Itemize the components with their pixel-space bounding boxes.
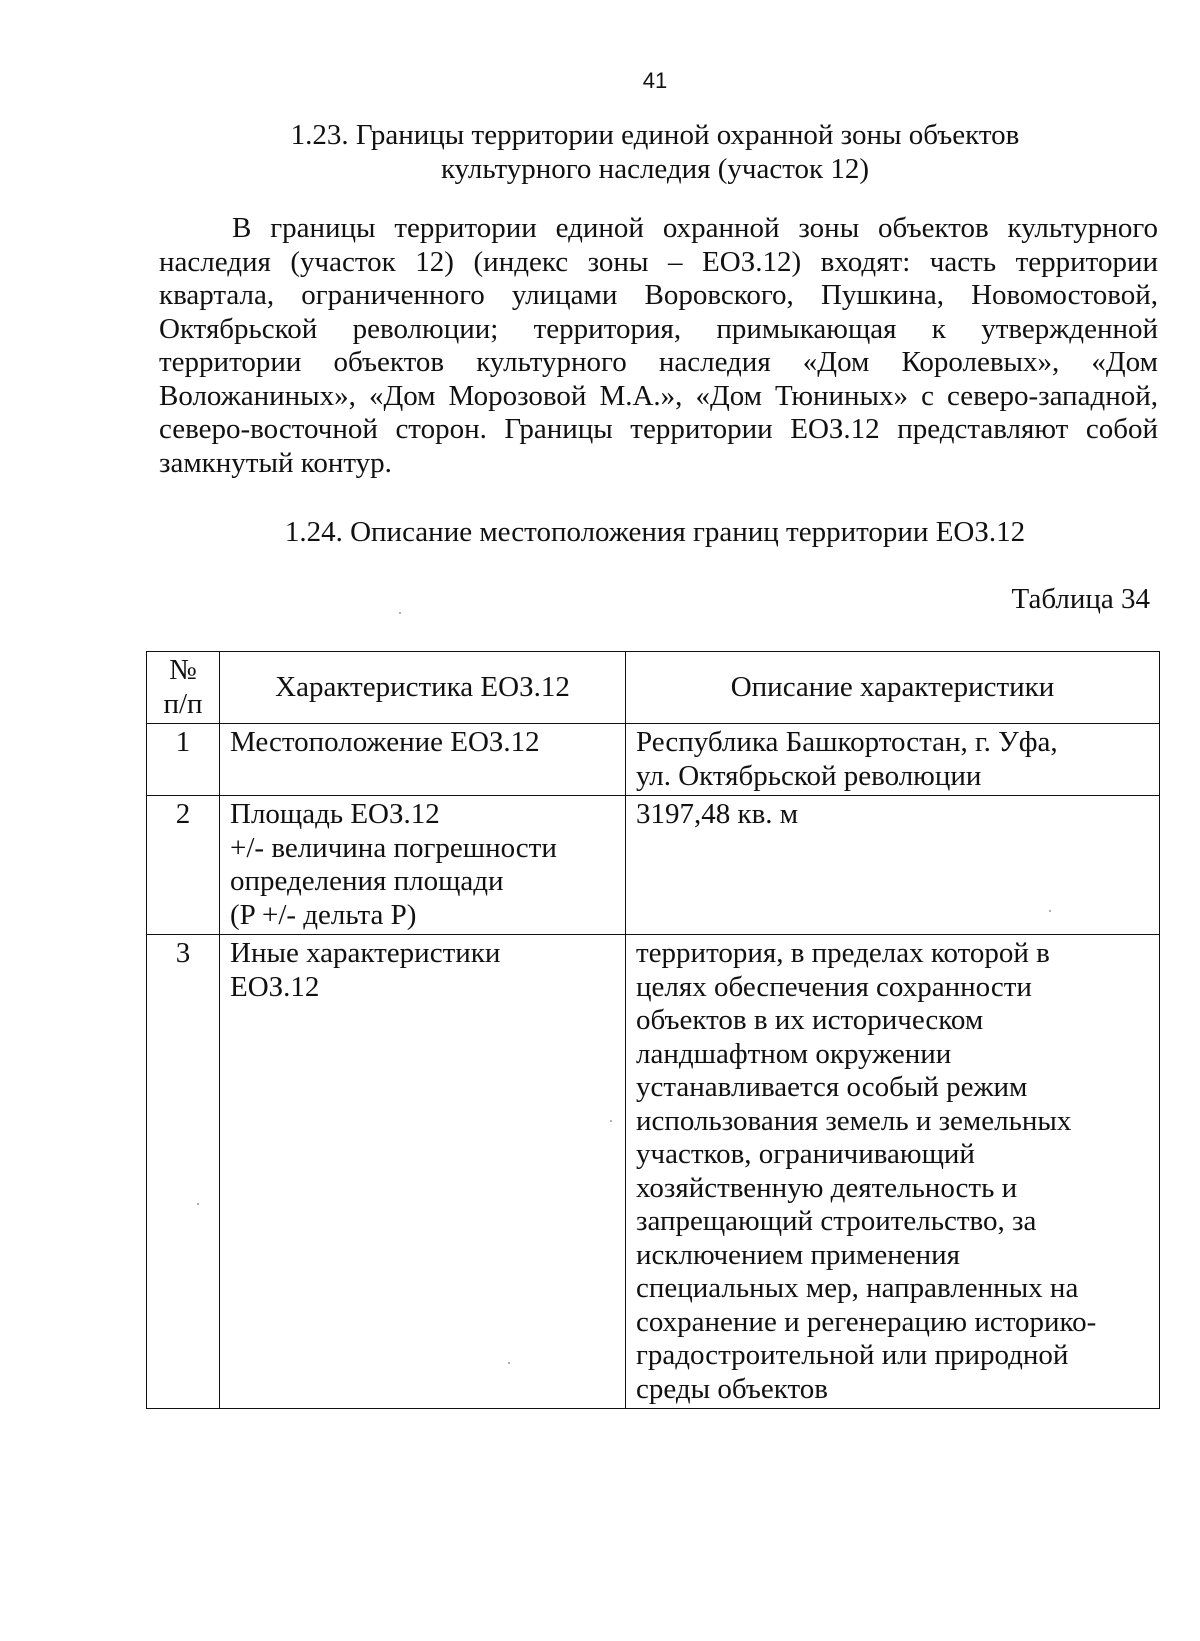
header-number	[147, 652, 220, 724]
page-number: 41	[642, 68, 668, 93]
table-body	[147, 724, 1160, 1409]
characteristic-cell	[220, 724, 626, 796]
row-number-cell: 3	[147, 935, 220, 1409]
characteristic-line: определения площади	[230, 865, 504, 897]
description-line: сохранение и регенерацию историко-	[636, 1305, 1097, 1338]
description-line: Республика Башкортостан, г. Уфа,	[636, 726, 1058, 758]
table-caption: Таблица 34	[1011, 583, 1150, 615]
characteristic-line: Иные характеристики	[230, 937, 501, 969]
characteristic-line: ЕОЗ.12	[230, 970, 320, 1003]
description-line: хозяйственную деятельность и	[636, 1171, 1018, 1204]
description-line: объектов в их историческом	[636, 1004, 984, 1036]
characteristics-table	[146, 651, 1160, 1409]
scan-speck	[399, 612, 401, 614]
characteristic-line: Местоположение ЕОЗ.12	[230, 726, 540, 758]
scan-speck	[508, 1362, 510, 1364]
description-line: запрещающий строительство, за	[636, 1205, 1037, 1237]
description-line: целях обеспечения сохранности	[636, 970, 1032, 1003]
header-description: Описание характеристики	[626, 652, 1160, 724]
description-cell	[626, 724, 1160, 796]
characteristic-cell	[220, 796, 626, 935]
description-cell	[626, 935, 1160, 1409]
table-section-title: 1.24. Описание местоположения границ территории ЕОЗ.12	[284, 516, 1026, 548]
row-number-cell: 2	[147, 796, 220, 935]
description-line: использования земель и земельных	[636, 1104, 1072, 1137]
characteristic-line: +/- величина погрешности	[230, 831, 557, 864]
section-title	[150, 118, 1160, 186]
description-line: градостроительной или природной	[636, 1339, 1069, 1371]
characteristic-cell	[220, 935, 626, 1409]
description-line: ландшафтном окружении	[636, 1037, 952, 1070]
header-number-line-1: №	[169, 654, 197, 686]
table-row	[147, 796, 1160, 935]
description-line: среды объектов	[636, 1372, 828, 1405]
description-line: 3197,48 кв. м	[636, 798, 799, 830]
table-row	[147, 935, 1160, 1409]
description-line: устанавливается особый режим	[636, 1071, 1028, 1103]
characteristic-line: Площадь ЕОЗ.12	[230, 798, 440, 830]
description-line: специальных мер, направленных на	[636, 1272, 1079, 1304]
scan-speck	[197, 1203, 199, 1205]
description-line: участков, ограничивающий	[636, 1138, 975, 1170]
description-line: территория, в пределах которой в	[636, 937, 1050, 969]
header-number-line-2: п/п	[163, 687, 203, 720]
scan-speck	[1049, 910, 1051, 912]
description-cell	[626, 796, 1160, 935]
description-line: исключением применения	[636, 1238, 961, 1271]
table-row	[147, 724, 1160, 796]
scan-speck	[610, 1120, 612, 1122]
section-title-line-2: культурного наследия (участок 12)	[440, 153, 870, 185]
body-paragraph: В границы территории единой охранной зоны объектов культурного наследия (участок 12) (индекс зоны – ЕОЗ.12) входят: часть территории квартала, ограниченного улицами Воровского, Пушкина, Новомостовой, Октябрьской революции; территория, примыкающая к утвержденной территории объектов культурного наследия «Дом Королевых», «Дом Воложаниных», «Дом Морозовой М.А.», «Дом Тюниных» с северо-западной, северо-восточной сторон. Границы территории ЕОЗ.12 представляют собой замкнутый контур.	[159, 212, 1158, 479]
row-number-cell: 1	[147, 724, 220, 796]
header-characteristic: Характеристика ЕОЗ.12	[220, 652, 626, 724]
table-header-row	[147, 652, 1160, 724]
section-title-line-1: 1.23. Границы территории единой охранной зоны объектов	[290, 119, 1020, 151]
description-line: ул. Октябрьской революции	[636, 759, 982, 792]
characteristic-line: (P +/- дельта P)	[230, 898, 417, 931]
